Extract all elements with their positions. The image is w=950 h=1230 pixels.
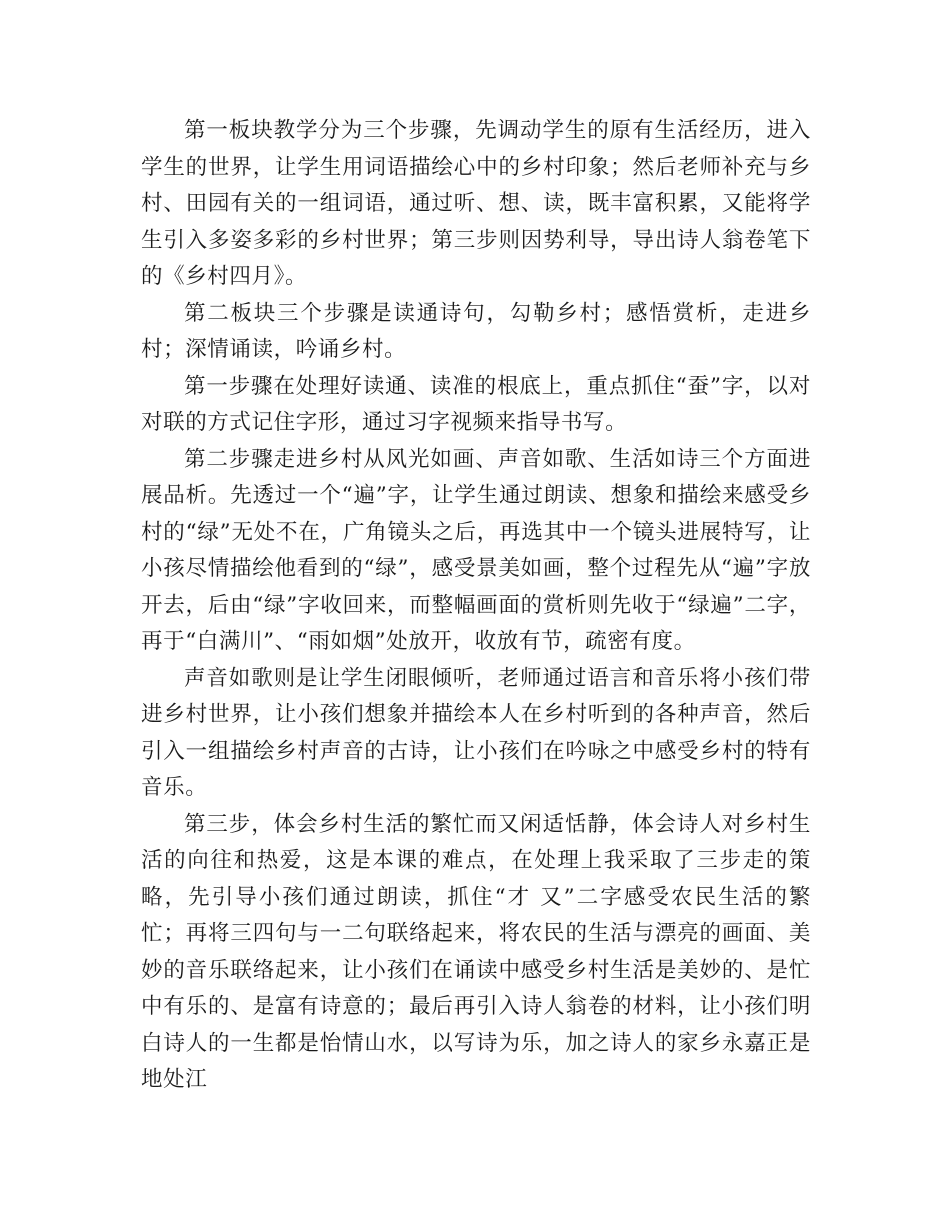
paragraph-3: 第一步骤在处理好读通、读准的根底上，重点抓住“蚕”字，以对对联的方式记住字形，通过习字视频来指导书写。 [141, 373, 811, 435]
document-body [141, 113, 811, 1099]
paragraph-4: 第二步骤走进乡村从风光如画、声音如歌、生活如诗三个方面进展品析。先透过一个“遍”字，让学生通过朗读、想象和描绘来感受乡村的“绿”无处不在，广角镜头之后，再选其中一个镜头进展特写，让小孩尽情描绘他看到的“绿”，感受景美如画，整个过程先从“遍”字放开去，后由“绿”字收回来，而整幅画面的赏析则先收于“绿遍”二字，再于“白满川”、“雨如烟”处放开，收放有节，疏密有度。 [141, 446, 811, 654]
paragraph-6: 第三步，体会乡村生活的繁忙而又闲适恬静，体会诗人对乡村生活的向往和热爱，这是本课的难点，在处理上我采取了三步走的策略，先引导小孩们通过朗读，抓住“才 又”二字感受农民生活的繁忙；再将三四句与一二句联络起来，将农民的生活与漂亮的画面、美妙的音乐联络起来，让小孩们在诵读中感受乡村生活是美妙的、是忙中有乐的、是富有诗意的；最后再引入诗人翁卷的材料，让小孩们明白诗人的一生都是怡情山水，以写诗为乐，加之诗人的家乡永嘉正是地处江 [141, 811, 811, 1092]
paragraph-5: 声音如歌则是让学生闭眼倾听，老师通过语言和音乐将小孩们带进乡村世界，让小孩们想象并描绘本人在乡村听到的各种声音，然后引入一组描绘乡村声音的古诗，让小孩们在吟咏之中感受乡村的特有音乐。 [141, 665, 811, 800]
paragraph-1: 第一板块教学分为三个步骤，先调动学生的原有生活经历，进入学生的世界，让学生用词语描绘心中的乡村印象；然后老师补充与乡村、田园有关的一组词语，通过听、想、读，既丰富积累，又能将学生引入多姿多彩的乡村世界；第三步则因势利导，导出诗人翁卷笔下的《乡村四月》。 [141, 118, 811, 289]
paragraph-2: 第二板块三个步骤是读通诗句，勾勒乡村；感悟赏析，走进乡村；深情诵读，吟诵乡村。 [141, 300, 811, 362]
